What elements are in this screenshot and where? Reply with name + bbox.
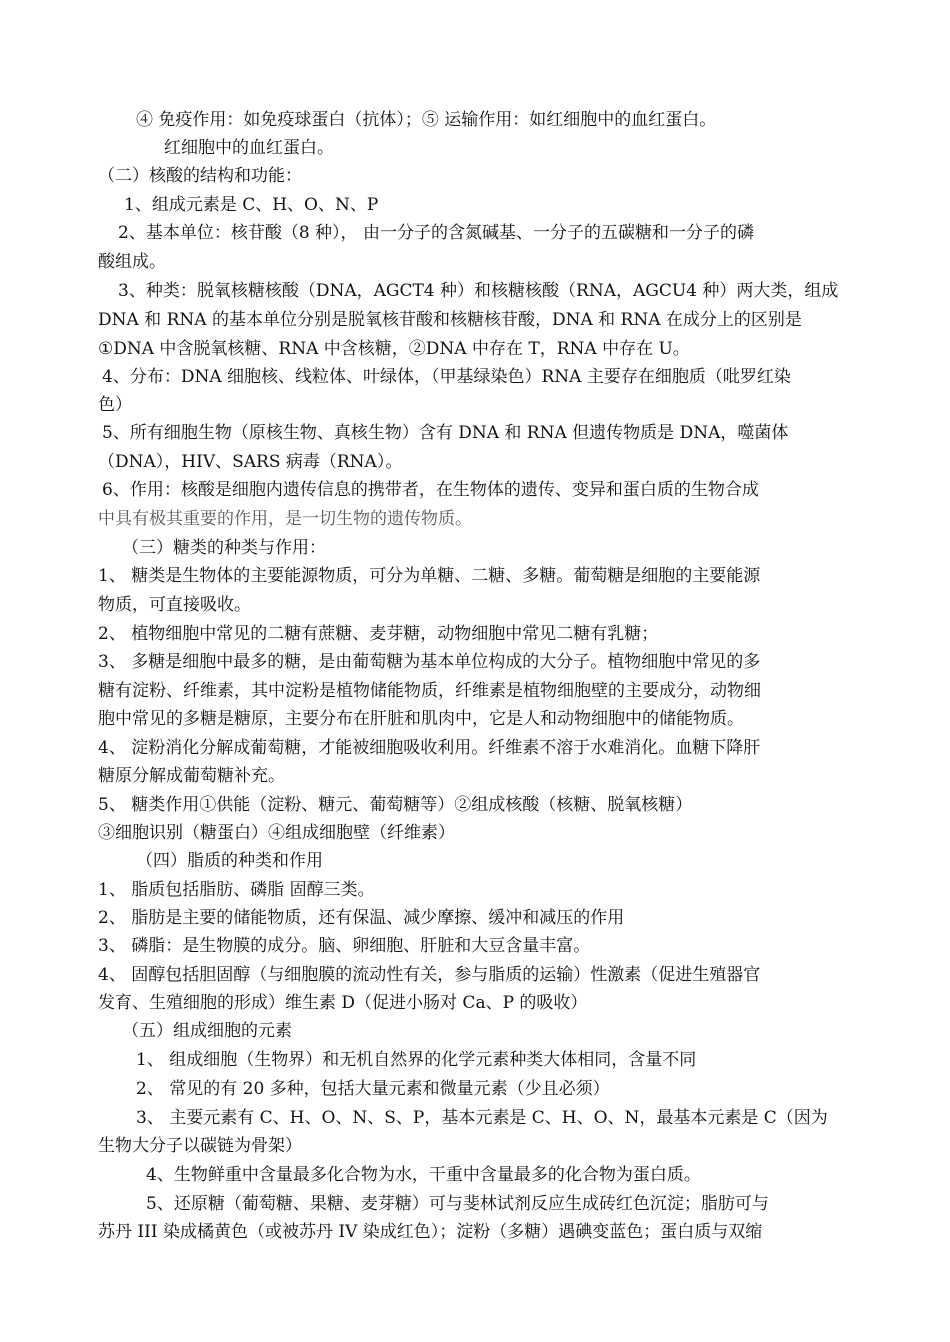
text-line: ③细胞识别（糖蛋白）④组成细胞壁（纤维素） bbox=[98, 823, 455, 843]
text-line: 3、 主要元素有 C、H、O、N、S、P，基本元素是 C、H、O、N，最基本元素是 C（因为 bbox=[136, 1108, 828, 1128]
text-line: 色） bbox=[98, 395, 132, 415]
section-heading: （三）糖类的种类与作用： bbox=[122, 538, 326, 558]
text-line: 1、 脂质包括脂肪、磷脂 固醇三类。 bbox=[98, 880, 375, 900]
text-line: 5、 糖类作用①供能（淀粉、糖元、葡萄糖等）②组成核酸（核糖、脱氧核糖） bbox=[98, 795, 693, 815]
text-line: 3、 磷脂：是生物膜的成分。脑、卵细胞、肝脏和大豆含量丰富。 bbox=[98, 936, 591, 956]
text-line: ④ 免疫作用：如免疫球蛋白（抗体）；⑤ 运输作用：如红细胞中的血红蛋白。 bbox=[136, 110, 717, 130]
text-line: 5、还原糖（葡萄糖、果糖、麦芽糖）可与斐林试剂反应生成砖红色沉淀；脂肪可与 bbox=[146, 1194, 769, 1214]
text-line: 糖有淀粉、纤维素，其中淀粉是植物储能物质，纤维素是植物细胞壁的主要成分，动物细 bbox=[98, 681, 761, 701]
text-line: 5、所有细胞生物（原核生物、真核生物）含有 DNA 和 RNA 但遗传物质是 DNA，噬菌体 bbox=[102, 423, 789, 443]
text-line: 苏丹 III 染成橘黄色（或被苏丹 IV 染成红色）；淀粉（多糖）遇碘变蓝色；蛋白质与双缩 bbox=[98, 1222, 763, 1242]
text-line: 3、种类：脱氧核糖核酸（DNA，AGCT4 种）和核糖核酸（RNA，AGCU4 种）两大类，组成 bbox=[118, 281, 839, 301]
text-line: 1、组成元素是 C、H、O、N、P bbox=[124, 195, 379, 215]
text-line: 1、 组成细胞（生物界）和无机自然界的化学元素种类大体相同，含量不同 bbox=[136, 1050, 697, 1070]
text-line: 中具有极其重要的作用，是一切生物的遗传物质。 bbox=[98, 509, 472, 529]
text-line: 2、基本单位：核苷酸（8 种）， 由一分子的含氮碱基、一分子的五碳糖和一分子的磷 bbox=[118, 223, 754, 243]
text-line: 4、 固醇包括胆固醇（与细胞膜的流动性有关，参与脂质的运输）性激素（促进生殖器官 bbox=[98, 965, 761, 985]
text-line: 2、 脂肪是主要的储能物质，还有保温、减少摩擦、缓冲和减压的作用 bbox=[98, 908, 625, 928]
section-heading: （四）脂质的种类和作用 bbox=[136, 851, 323, 871]
text-line: ①DNA 中含脱氧核糖、RNA 中含核糖，②DNA 中存在 T，RNA 中存在 U。 bbox=[98, 339, 690, 359]
text-line: 2、 植物细胞中常见的二糖有蔗糖、麦芽糖，动物细胞中常见二糖有乳糖； bbox=[98, 624, 659, 644]
text-line: DNA 和 RNA 的基本单位分别是脱氧核苷酸和核糖核苷酸，DNA 和 RNA 在成分上的区别是 bbox=[98, 310, 802, 330]
section-heading: （二）核酸的结构和功能： bbox=[98, 166, 302, 186]
text-line: 胞中常见的多糖是糖原，主要分布在肝脏和肌肉中，它是人和动物细胞中的储能物质。 bbox=[98, 709, 744, 729]
text-line: 发育、生殖细胞的形成）维生素 D（促进小肠对 Ca、P 的吸收） bbox=[98, 993, 588, 1013]
text-line: 3、 多糖是细胞中最多的糖，是由葡萄糖为基本单位构成的大分子。植物细胞中常见的多 bbox=[98, 652, 761, 672]
text-line: 酸组成。 bbox=[98, 252, 166, 272]
text-line: 6、作用：核酸是细胞内遗传信息的携带者，在生物体的遗传、变异和蛋白质的生物合成 bbox=[102, 480, 759, 500]
text-line: 生物大分子以碳链为骨架） bbox=[98, 1136, 302, 1156]
text-line: 4、生物鲜重中含量最多化合物为水，干重中含量最多的化合物为蛋白质。 bbox=[146, 1165, 701, 1185]
text-line: 4、 淀粉消化分解成葡萄糖，才能被细胞吸收利用。纤维素不溶于水难消化。血糖下降肝 bbox=[98, 738, 761, 758]
text-line: 红细胞中的血红蛋白。 bbox=[164, 138, 334, 158]
text-line: 4、分布：DNA 细胞核、线粒体、叶绿体，（甲基绿染色）RNA 主要存在细胞质（吡罗红染 bbox=[102, 367, 791, 387]
text-line: 2、 常见的有 20 多种，包括大量元素和微量元素（少且必须） bbox=[136, 1079, 610, 1099]
text-line: （DNA），HIV、SARS 病毒（RNA）。 bbox=[98, 452, 403, 472]
section-heading: （五）组成细胞的元素 bbox=[122, 1021, 292, 1041]
text-line: 物质，可直接吸收。 bbox=[98, 595, 251, 615]
text-line: 1、 糖类是生物体的主要能源物质，可分为单糖、二糖、多糖。葡萄糖是细胞的主要能源 bbox=[98, 566, 761, 586]
text-line: 糖原分解成葡萄糖补充。 bbox=[98, 766, 285, 786]
